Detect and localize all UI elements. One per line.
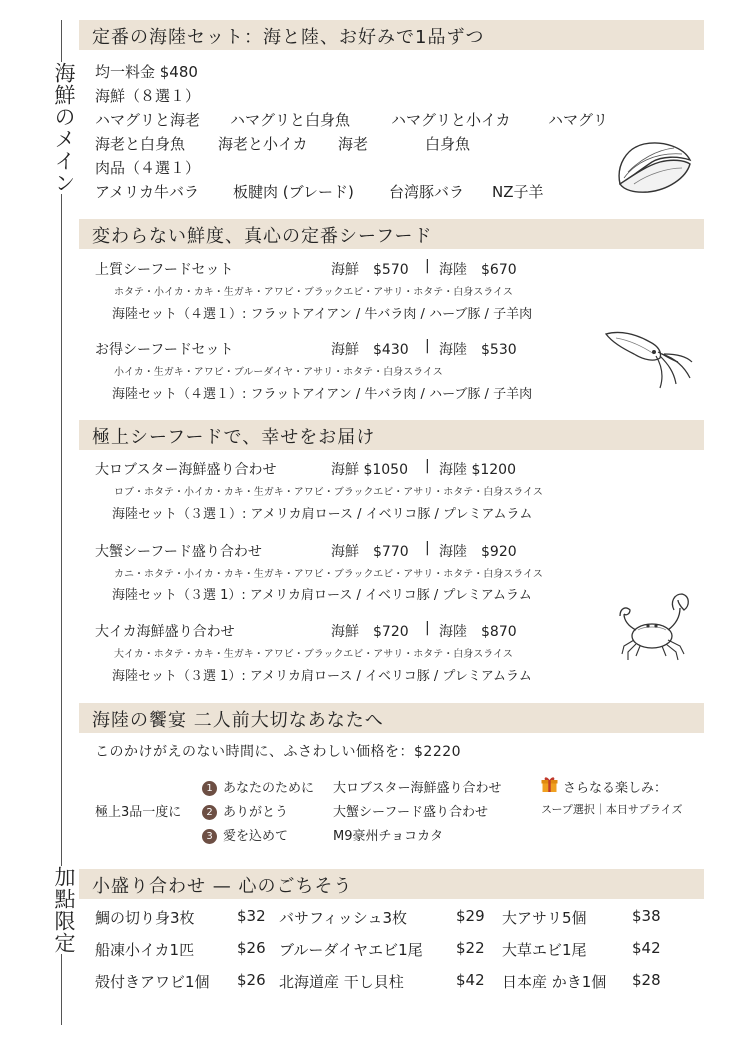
price-separator: | — [425, 620, 430, 636]
set-contents: 小イカ・生ガキ・アワビ・ブルーダイヤ・アサリ・ホタテ・白身スライス — [114, 367, 443, 378]
seafood-option: 海老 — [338, 135, 369, 153]
feast-row-dish: M9豪州チョコカタ — [333, 829, 444, 844]
surf-turf-price: 海陸 $530 — [439, 342, 517, 358]
uniform-price: 均一料金 $480 — [95, 63, 198, 81]
set-name: 大ロブスター海鮮盛り合わせ — [95, 462, 277, 478]
small-plate-name: 殻付きアワビ1個 — [95, 973, 210, 991]
bonus-title: さらなる楽しみ： — [563, 781, 668, 796]
feast-row-label: あなたのために — [223, 781, 315, 796]
seafood-option: ハマグリと白身魚 — [230, 111, 351, 129]
price-separator: | — [425, 540, 430, 556]
meat-option: 台湾豚バラ — [389, 183, 465, 201]
clam-icon — [612, 138, 694, 196]
set-contents: カニ・ホタテ・小イカ・カキ・生ガキ・アワビ・ブラックエビ・アサリ・ホタテ・白身スライス — [114, 569, 543, 580]
feast-intro-price: このかけがえのない時間に、ふさわしい価格を：$2220 — [95, 744, 462, 760]
surf-turf-options: 海陸セット（３選１）: アメリカ肩ロース / イベリコ豚 / プレミアムラム — [112, 507, 533, 522]
gift-icon — [541, 776, 558, 793]
set-contents: ホタテ・小イカ・カキ・生ガキ・アワビ・ブラックエビ・アサリ・ホタテ・白身スライス — [114, 287, 513, 298]
set-name: 大蟹シーフード盛り合わせ — [95, 544, 262, 560]
small-plate-price: $42 — [456, 971, 485, 989]
set-name: お得シーフードセット — [95, 342, 234, 358]
set-name: 大イカ海鮮盛り合わせ — [95, 624, 235, 640]
number-badge: 1 — [202, 781, 217, 796]
small-plate-name: ブルーダイヤエビ1尾 — [279, 941, 423, 959]
surf-turf-options: 海陸セット（４選１）: フラットアイアン / 牛バラ肉 / ハーブ豚 / 子羊肉 — [112, 307, 533, 322]
surf-turf-options: 海陸セット（３選 1）: アメリカ肩ロース / イベリコ豚 / プレミアムラム — [112, 588, 532, 603]
small-plate-name: 鯛の切り身3枚 — [95, 909, 195, 927]
feast-row-dish: 大ロブスター海鮮盛り合わせ — [333, 781, 502, 796]
seafood-option: ハマグリと海老 — [95, 111, 201, 129]
pick-three-label: 極上3品一度に — [95, 805, 182, 820]
section-title: 小盛り合わせ — 心のごちそう — [92, 876, 353, 897]
seafood-option: ハマグリ — [548, 111, 609, 129]
meat-option: アメリカ牛バラ — [95, 183, 199, 201]
seafood-price: 海鮮 $720 — [331, 624, 409, 640]
small-plate-name: 船凍小イカ1匹 — [95, 941, 195, 959]
small-plate-price: $38 — [632, 907, 661, 925]
number-badge: 3 — [202, 829, 217, 844]
small-plate-price: $32 — [237, 907, 266, 925]
squid-icon — [602, 322, 698, 396]
surf-turf-price: 海陸 $1200 — [439, 462, 516, 478]
small-plate-price: $22 — [456, 939, 485, 957]
feast-row — [202, 777, 314, 796]
surf-turf-price: 海陸 $670 — [439, 262, 517, 278]
section-header-premium-seafood — [79, 420, 704, 450]
surf-turf-price: 海陸 $920 — [439, 544, 517, 560]
small-plate-price: $28 — [632, 971, 661, 989]
surf-turf-price: 海陸 $870 — [439, 624, 517, 640]
seafood-choice-heading: 海鮮（８選１） — [95, 87, 201, 105]
set-contents: 大イカ・ホタテ・カキ・生ガキ・アワビ・ブラックエビ・アサリ・ホタテ・白身スライス — [114, 649, 513, 660]
crab-icon — [618, 590, 694, 662]
surf-turf-options: 海陸セット（４選１）: フラットアイアン / 牛バラ肉 / ハーブ豚 / 子羊肉 — [112, 387, 533, 402]
section-header-feast-for-two — [79, 703, 704, 733]
section-header-small-plates — [79, 869, 704, 899]
section-title: 変わらない鮮度、真心の定番シーフード — [92, 226, 433, 247]
small-plate-name: 北海道産 干し貝柱 — [279, 973, 404, 991]
small-plate-name: 大草エビ1尾 — [502, 941, 587, 959]
seafood-option: 海老と小イカ — [218, 135, 308, 153]
set-name: 上質シーフードセット — [95, 262, 234, 278]
seafood-option: 海老と白身魚 — [95, 135, 186, 153]
surf-turf-options: 海陸セット（３選 1）: アメリカ肩ロース / イベリコ豚 / プレミアムラム — [112, 669, 532, 684]
price-separator: | — [425, 258, 430, 274]
feast-row-dish: 大蟹シーフード盛り合わせ — [333, 805, 488, 820]
seafood-option: ハマグリと小イカ — [391, 111, 511, 129]
seafood-price: 海鮮 $770 — [331, 544, 409, 560]
seafood-price: 海鮮 $570 — [331, 262, 409, 278]
small-plate-name: バサフィッシュ3枚 — [279, 909, 408, 927]
section-header-standard-set — [79, 20, 704, 50]
number-badge: 2 — [202, 805, 217, 820]
feast-row — [202, 801, 288, 820]
meat-option: NZ子羊 — [492, 183, 544, 201]
small-plate-name: 大アサリ5個 — [502, 909, 587, 927]
small-plate-name: 日本産 かき1個 — [502, 973, 607, 991]
section-title: 定番の海陸セット：海と陸、お好みで1品ずつ — [92, 27, 485, 48]
feast-row-label: ありがとう — [223, 805, 289, 820]
seafood-price: 海鮮 $1050 — [331, 462, 408, 478]
section-title: 極上シーフードで、幸せをお届け — [92, 427, 376, 448]
feast-row-label: 愛を込めて — [223, 829, 289, 844]
small-plate-price: $42 — [632, 939, 661, 957]
price-separator: | — [425, 458, 430, 474]
small-plate-price: $26 — [237, 971, 266, 989]
price-separator: | — [425, 338, 430, 354]
bonus-text: スープ選択｜本日サプライズ — [541, 803, 683, 816]
seafood-option: 白身魚 — [425, 135, 471, 153]
meat-choice-heading: 肉品（４選１） — [95, 159, 201, 177]
meat-option: 板腱肉 (ブレード) — [233, 183, 354, 201]
section-title: 海陸の饗宴 二人前大切なあなたへ — [92, 710, 384, 731]
small-plate-price: $29 — [456, 907, 485, 925]
feast-row — [202, 825, 288, 844]
set-contents: ロブ・ホタテ・小イカ・カキ・生ガキ・アワビ・ブラックエビ・アサリ・ホタテ・白身スライス — [114, 487, 543, 498]
seafood-price: 海鮮 $430 — [331, 342, 409, 358]
section-header-classic-seafood — [79, 219, 704, 249]
side-label-seafood-main: 海鮮のメイン — [46, 62, 76, 194]
side-label-addons: 加點限定 — [46, 866, 76, 954]
small-plate-price: $26 — [237, 939, 266, 957]
